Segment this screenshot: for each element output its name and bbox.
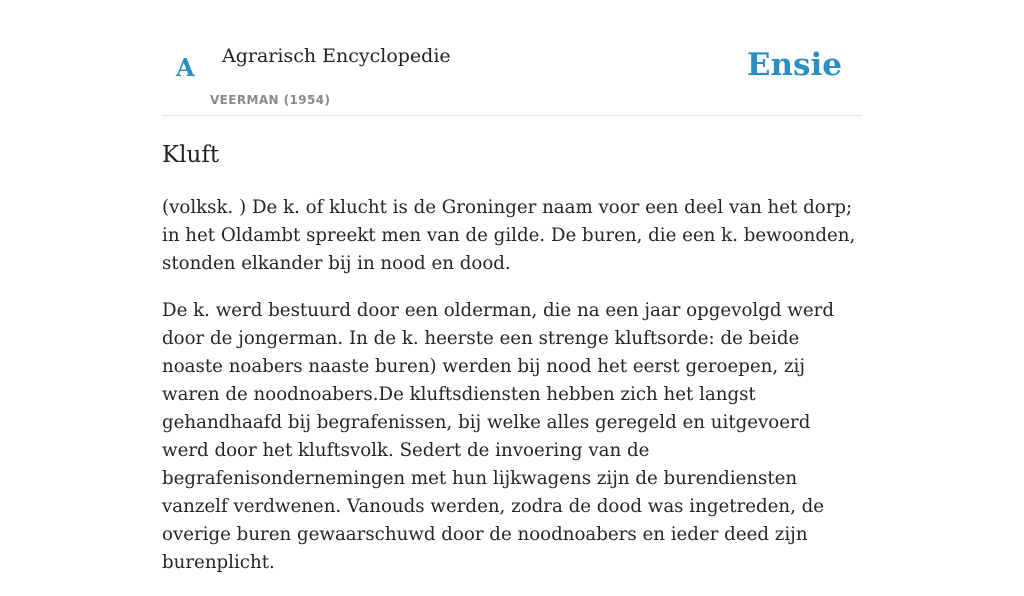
article-body: [162, 194, 862, 577]
article-paragraph: (volksk. ) De k. of klucht is de Groninger naam voor een deel van het dorp; in het Oldambt spreekt men van de gilde. De buren, die een k. bewoonden, stonden elkander bij in nood en dood.: [162, 196, 856, 274]
article: [162, 142, 862, 577]
ensie-logo[interactable]: Ensie: [746, 47, 842, 83]
encyclopedia-title-link[interactable]: Agrarisch Encyclopedie: [222, 45, 451, 67]
letter-index-link[interactable]: A: [176, 53, 195, 82]
page-header: [162, 0, 862, 116]
article-title: Kluft: [162, 142, 220, 168]
content-container: [162, 0, 862, 596]
article-paragraph: De k. werd bestuurd door een olderman, die na een jaar opgevolgd werd door de jongerman. In de k. heerste een strenge kluftsorde: de beide noaste noabers naaste buren) werden bij nood het eerst geroepen, zij waren de noodnoabers.De kluftsdiensten hebben zich het langst gehandhaafd bij begrafenissen, bij welke alles geregeld en uitgevoerd werd door het kluftsvolk. Sedert de invoering van de begrafenisondernemingen met hun lijkwagens zijn de burendiensten vanzelf verdwenen. Vanouds werden, zodra de dood was ingetreden, de overige buren gewaarschuwd door de noodnoabers en ieder deed zijn burenplicht.: [162, 299, 834, 573]
source-attribution: VEERMAN (1954): [210, 93, 331, 107]
